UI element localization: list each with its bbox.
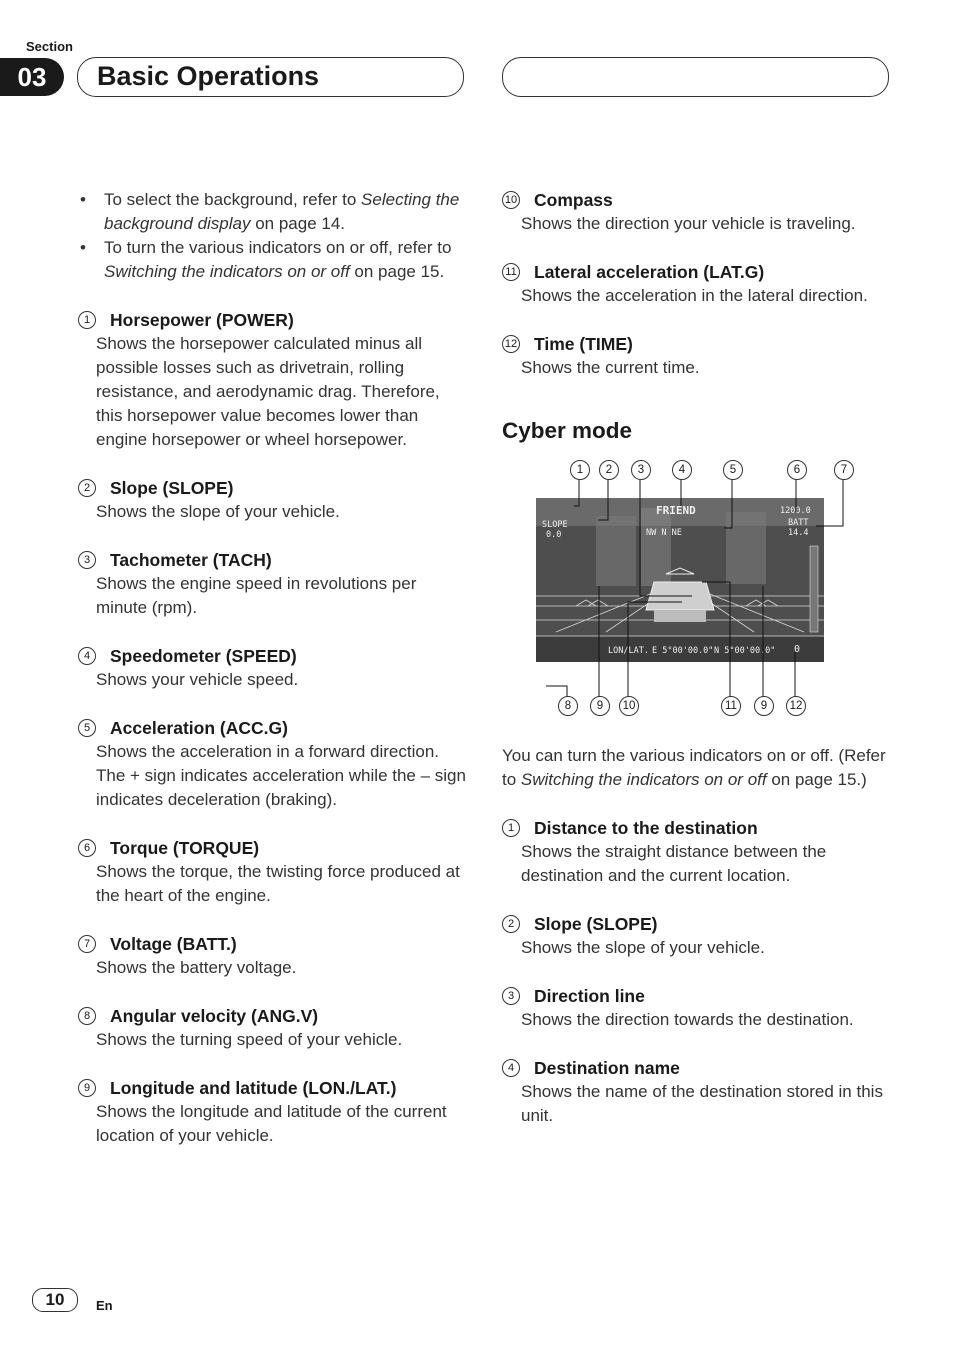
entry (78, 548, 468, 620)
left-column (78, 188, 468, 1148)
entry-body: Shows the straight distance between the destination and the current location. (521, 842, 827, 885)
entry-number: 3 (78, 551, 96, 569)
entry-title: Time (TIME) (534, 334, 633, 354)
entry-title: Torque (TORQUE) (110, 838, 260, 858)
entry-body: Shows the torque, the twisting force produced at the heart of the engine. (96, 862, 460, 905)
screen-destination: FRIEND (656, 504, 696, 517)
entry (502, 1056, 894, 1128)
entry-title: Longitude and latitude (LON./LAT.) (110, 1078, 397, 1098)
bullet-item: • To select the background, refer to Selecting the background display on page 14. (78, 188, 468, 236)
entry-heading (502, 1056, 894, 1080)
entry-body: Shows the direction your vehicle is traveling. (521, 214, 856, 233)
entry (502, 912, 894, 960)
entry (78, 1076, 468, 1148)
entry-body: Shows the current time. (521, 358, 700, 377)
entry-heading (502, 332, 894, 356)
section-label: Section (26, 39, 73, 54)
callout-marker: 9 (590, 696, 610, 716)
section-number-tab: 03 (0, 58, 64, 96)
entry-title: Angular velocity (ANG.V) (110, 1006, 319, 1026)
entry-title: Destination name (534, 1058, 680, 1078)
entry-title: Tachometer (TACH) (110, 550, 272, 570)
entry (502, 188, 894, 236)
callout-marker: 9 (754, 696, 774, 716)
cyber-mode-figure (502, 456, 894, 722)
entry (78, 716, 468, 812)
language-code: En (96, 1298, 113, 1313)
entry-body: Shows your vehicle speed. (96, 670, 299, 689)
entry-heading (78, 1004, 468, 1028)
entry-heading (78, 716, 468, 740)
callout-marker: 6 (787, 460, 807, 480)
entry-title: Acceleration (ACC.G) (110, 718, 288, 738)
entry-number: 1 (502, 819, 520, 837)
entry-body: Shows the slope of your vehicle. (521, 938, 765, 957)
right-entries-bottom (502, 816, 894, 1128)
entry (78, 1004, 468, 1052)
entry (502, 332, 894, 380)
callout-marker: 3 (631, 460, 651, 480)
left-entries (78, 308, 468, 1148)
entry-number: 11 (502, 263, 520, 281)
page-title: Basic Operations (97, 61, 320, 91)
entry-body: Shows the slope of your vehicle. (96, 502, 340, 521)
entry-heading (78, 308, 468, 332)
screen-lonlat-label: LON/LAT. (608, 646, 649, 656)
cyber-mode-heading: Cyber mode (502, 418, 633, 443)
entry-title: Compass (534, 190, 613, 210)
callout-marker: 5 (723, 460, 743, 480)
entry (78, 476, 468, 524)
page-number: 10 (32, 1288, 78, 1312)
entry (78, 308, 468, 452)
entry-number: 4 (78, 647, 96, 665)
screen-distance: 1200.0 (780, 506, 811, 516)
screen-compass: NW N NE (646, 528, 682, 538)
entry-title: Lateral acceleration (LAT.G) (534, 262, 765, 282)
entry-number: 2 (78, 479, 96, 497)
indicator-note: You can turn the various indicators on or off. (Refer to Switching the indicators on or off on page 15.) (502, 746, 886, 789)
callout-marker: 7 (834, 460, 854, 480)
entry-heading (502, 912, 894, 936)
entry-heading (78, 1076, 468, 1100)
entry-number: 2 (502, 915, 520, 933)
entry-heading (78, 932, 468, 956)
cyber-mode-screen (536, 498, 824, 662)
callout-marker: 11 (721, 696, 741, 716)
entry-title: Direction line (534, 986, 645, 1006)
entry (502, 816, 894, 888)
entry-heading (502, 816, 894, 840)
entry-title: Distance to the destination (534, 818, 758, 838)
entry-heading (78, 836, 468, 860)
entry-title: Slope (SLOPE) (534, 914, 658, 934)
empty-header-frame (502, 57, 889, 97)
screen-graphics (536, 498, 824, 662)
entry (78, 932, 468, 980)
screen-lat: N 5°00'00.0" (714, 646, 776, 656)
screen-lon: E 5°00'00.0" (652, 646, 714, 656)
callout-marker: 4 (672, 460, 692, 480)
screen-slope-label: SLOPE (542, 520, 568, 530)
callout-marker: 10 (619, 696, 639, 716)
entry-heading (502, 260, 894, 284)
entry-number: 4 (502, 1059, 520, 1077)
screen-batt-value: 14.4 (788, 528, 809, 538)
entry-number: 5 (78, 719, 96, 737)
entry-heading (78, 548, 468, 572)
bullet-list (78, 188, 468, 284)
entry (502, 260, 894, 308)
entry-body: Shows the longitude and latitude of the current location of your vehicle. (96, 1102, 447, 1145)
callout-marker: 12 (786, 696, 806, 716)
entry-title: Slope (SLOPE) (110, 478, 234, 498)
entry-number: 12 (502, 335, 520, 353)
entry-body: Shows the turning speed of your vehicle. (96, 1030, 403, 1049)
entry-body: Shows the engine speed in revolutions per minute (rpm). (96, 574, 417, 617)
screen-batt-label: BATT (788, 518, 809, 528)
entry (78, 836, 468, 908)
screen-slope-value: 0.0 (546, 530, 562, 540)
entry-number: 9 (78, 1079, 96, 1097)
entry-heading (78, 476, 468, 500)
screen-time: 0 (794, 644, 801, 655)
entry-number: 3 (502, 987, 520, 1005)
entry (78, 644, 468, 692)
entry-title: Speedometer (SPEED) (110, 646, 297, 666)
entry (502, 984, 894, 1032)
entry-number: 6 (78, 839, 96, 857)
callout-marker: 1 (570, 460, 590, 480)
entry-title: Voltage (BATT.) (110, 934, 237, 954)
callout-marker: 2 (599, 460, 619, 480)
entry-heading (502, 188, 894, 212)
entry-number: 8 (78, 1007, 96, 1025)
entry-body: Shows the battery voltage. (96, 958, 297, 977)
entry-body: Shows the acceleration in a forward direction. The + sign indicates acceleration while the – sign indicates deceleration (braking). (96, 742, 466, 809)
right-column (502, 188, 894, 1128)
right-entries-top (502, 188, 894, 380)
entry-title: Horsepower (POWER) (110, 310, 294, 330)
entry-number: 7 (78, 935, 96, 953)
entry-body: Shows the direction towards the destination. (521, 1010, 854, 1029)
entry-number: 1 (78, 311, 96, 329)
entry-body: Shows the name of the destination stored in this unit. (521, 1082, 883, 1125)
entry-heading (502, 984, 894, 1008)
entry-body: Shows the acceleration in the lateral direction. (521, 286, 868, 305)
callout-marker: 8 (558, 696, 578, 716)
entry-number: 10 (502, 191, 520, 209)
entry-heading (78, 644, 468, 668)
entry-body: Shows the horsepower calculated minus all possible losses such as drivetrain, rolling resistance, and aerodynamic drag. Therefore, this horsepower value becomes lower than engine horsepower or wheel horsepower. (96, 334, 440, 449)
bullet-item: • To turn the various indicators on or off, refer to Switching the indicators on or off on page 15. (78, 236, 468, 284)
